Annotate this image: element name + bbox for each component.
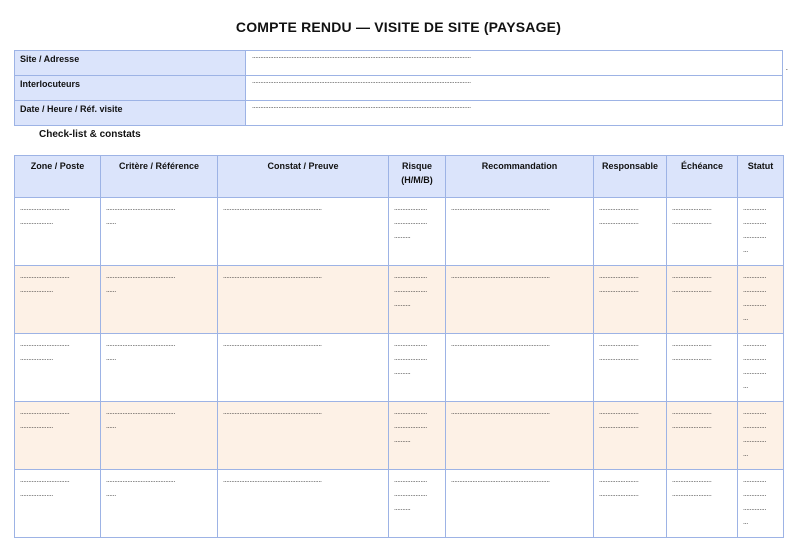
cell-statut[interactable]: .............. .............. .............. ...: [738, 266, 784, 334]
info-value-site: .....................................................................................................................................: [252, 53, 471, 60]
cell-critere[interactable]: .......................................... ......: [101, 334, 218, 402]
column-header-echeance: Échéance: [667, 156, 738, 198]
column-header-zone: Zone / Poste: [15, 156, 101, 198]
cell-echeance[interactable]: ........................ ........................: [667, 198, 738, 266]
cell-recommandation[interactable]: ............................................................: [446, 470, 594, 538]
cell-zone[interactable]: .............................. ....................: [15, 266, 101, 334]
cell-critere[interactable]: .......................................... ......: [101, 402, 218, 470]
cell-zone[interactable]: .............................. ....................: [15, 470, 101, 538]
cell-zone[interactable]: .............................. ....................: [15, 402, 101, 470]
info-value-date: .....................................................................................................................................: [252, 103, 471, 110]
column-header-risque: Risque (H/M/B): [389, 156, 446, 198]
cell-critere[interactable]: .......................................... ......: [101, 470, 218, 538]
cell-responsable[interactable]: ........................ ........................: [594, 198, 667, 266]
table-row: [15, 198, 784, 266]
info-row-interlocuteurs: [15, 76, 783, 101]
edge-mark: .: [785, 63, 788, 72]
cell-recommandation[interactable]: ............................................................: [446, 334, 594, 402]
checklist-table: [14, 155, 784, 538]
cell-risque[interactable]: .................... .................... ..........: [389, 198, 446, 266]
cell-echeance[interactable]: ........................ ........................: [667, 266, 738, 334]
info-value-interlocuteurs: .....................................................................................................................................: [252, 78, 471, 85]
cell-echeance[interactable]: ........................ ........................: [667, 402, 738, 470]
cell-constat[interactable]: ............................................................: [218, 402, 389, 470]
cell-responsable[interactable]: ........................ ........................: [594, 402, 667, 470]
info-field-interlocuteurs[interactable]: [246, 76, 783, 101]
cell-echeance[interactable]: ........................ ........................: [667, 334, 738, 402]
cell-recommandation[interactable]: ............................................................: [446, 402, 594, 470]
cell-responsable[interactable]: ........................ ........................: [594, 470, 667, 538]
cell-zone[interactable]: .............................. ....................: [15, 198, 101, 266]
info-label-interlocuteurs: Interlocuteurs: [15, 76, 246, 101]
info-field-site[interactable]: [246, 51, 788, 76]
info-label-date: Date / Heure / Réf. visite: [15, 101, 246, 126]
cell-responsable[interactable]: ........................ ........................: [594, 334, 667, 402]
cell-echeance[interactable]: ........................ ........................: [667, 470, 738, 538]
info-row-site: [15, 51, 783, 76]
cell-statut[interactable]: .............. .............. .............. ...: [738, 334, 784, 402]
cell-zone[interactable]: .............................. ....................: [15, 334, 101, 402]
cell-recommandation[interactable]: ............................................................: [446, 266, 594, 334]
column-header-statut: Statut: [738, 156, 784, 198]
cell-constat[interactable]: ............................................................: [218, 470, 389, 538]
cell-constat[interactable]: ............................................................: [218, 198, 389, 266]
column-header-critere: Critère / Référence: [101, 156, 218, 198]
table-row: [15, 402, 784, 470]
cell-risque[interactable]: .................... .................... ..........: [389, 266, 446, 334]
table-row: [15, 334, 784, 402]
info-field-date[interactable]: [246, 101, 783, 126]
cell-critere[interactable]: .......................................... ......: [101, 198, 218, 266]
cell-risque[interactable]: .................... .................... ..........: [389, 470, 446, 538]
info-label-site: Site / Adresse: [15, 51, 246, 76]
cell-constat[interactable]: ............................................................: [218, 334, 389, 402]
section-title: Check-list & constats: [39, 129, 141, 140]
column-header-constat: Constat / Preuve: [218, 156, 389, 198]
cell-statut[interactable]: .............. .............. .............. ...: [738, 470, 784, 538]
document-title: COMPTE RENDU — VISITE DE SITE (PAYSAGE): [235, 19, 562, 35]
column-header-recommandation: Recommandation: [446, 156, 594, 198]
table-row: [15, 470, 784, 538]
cell-risque[interactable]: .................... .................... ..........: [389, 334, 446, 402]
info-row-date: [15, 101, 783, 126]
cell-statut[interactable]: .............. .............. .............. ...: [738, 198, 784, 266]
cell-constat[interactable]: ............................................................: [218, 266, 389, 334]
cell-statut[interactable]: .............. .............. .............. ...: [738, 402, 784, 470]
checklist-header-row: [15, 156, 784, 198]
cell-critere[interactable]: .......................................... ......: [101, 266, 218, 334]
table-row: [15, 266, 784, 334]
cell-recommandation[interactable]: ............................................................: [446, 198, 594, 266]
column-header-responsable: Responsable: [594, 156, 667, 198]
site-info-table: [14, 50, 788, 126]
cell-responsable[interactable]: ........................ ........................: [594, 266, 667, 334]
cell-risque[interactable]: .................... .................... ..........: [389, 402, 446, 470]
